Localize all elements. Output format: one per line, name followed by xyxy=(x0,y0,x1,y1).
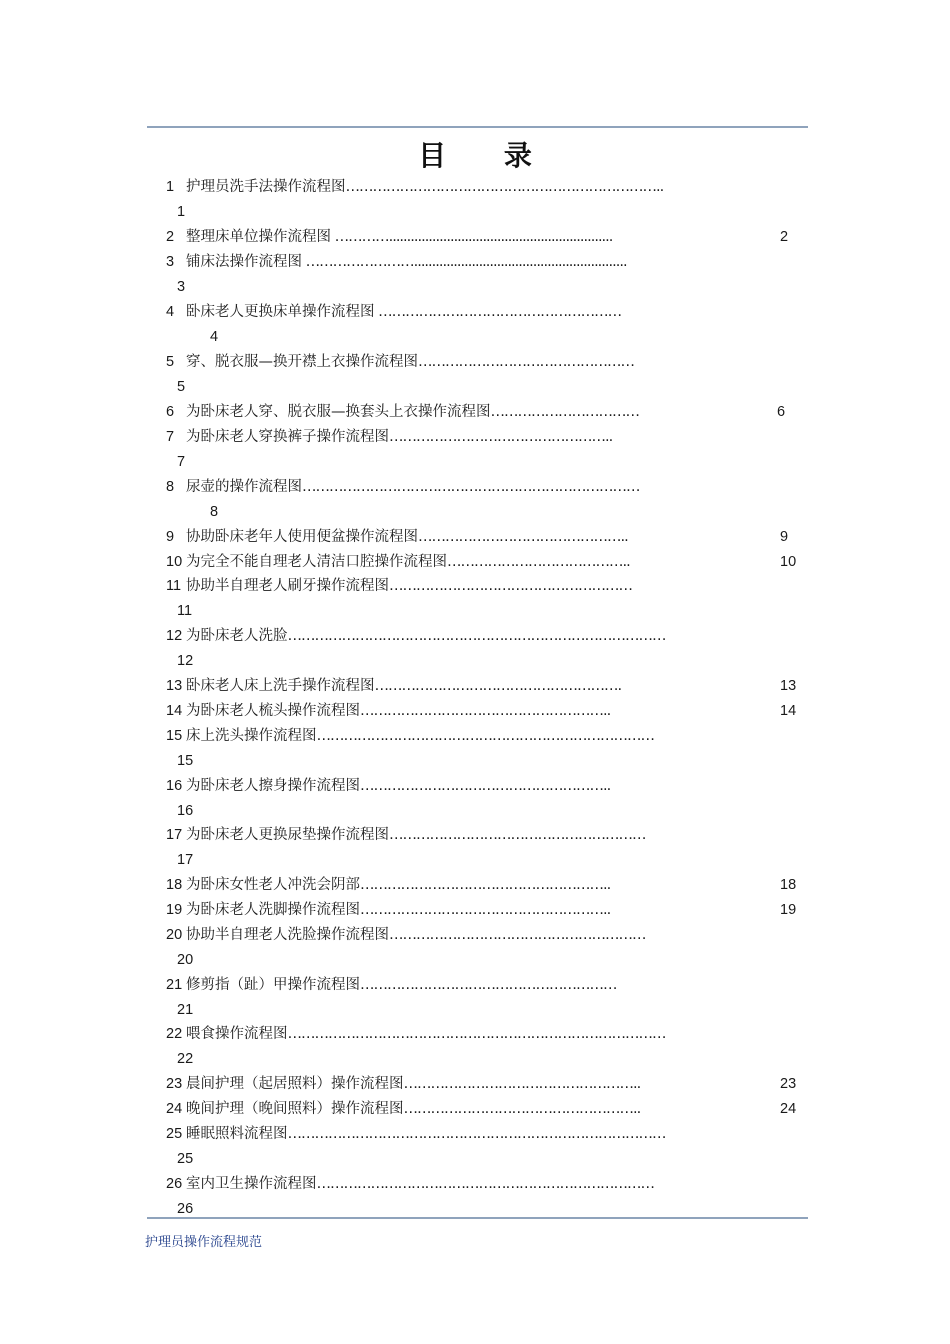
toc-entry-title: 为卧床老人穿换裤子操作流程图 xyxy=(186,429,389,445)
toc-entry xyxy=(166,427,612,447)
toc-entry-number: 2 xyxy=(166,229,175,245)
toc-entry-page: 5 xyxy=(177,379,186,395)
toc-entry-page: 17 xyxy=(177,852,194,868)
toc-entry-page: 23 xyxy=(780,1076,797,1092)
toc-entry xyxy=(166,1099,640,1119)
toc-entry xyxy=(166,701,610,721)
toc-entry-page: 18 xyxy=(780,877,797,893)
toc-entry-number: 1 xyxy=(166,179,175,195)
toc-entry-title: 为卧床老人擦身操作流程图 xyxy=(186,778,360,794)
toc-entry-number: 13 xyxy=(166,678,183,694)
toc-entry-page: 12 xyxy=(177,653,194,669)
toc-entry-leader: ………………………………………………………………… xyxy=(316,1176,654,1192)
toc-entry-number: 21 xyxy=(166,977,183,993)
toc-entry-number: 16 xyxy=(166,778,183,794)
toc-entry xyxy=(166,925,646,945)
toc-entry-page: 2 xyxy=(780,229,789,245)
toc-entry-leader: ………………………………………… xyxy=(418,354,634,370)
toc-entry-page: 4 xyxy=(210,329,219,345)
toc-entry-page: 25 xyxy=(177,1151,194,1167)
toc-entry-title: 为卧床老人洗脚操作流程图 xyxy=(186,902,360,918)
toc-entry-page: 6 xyxy=(777,404,786,420)
toc-entry-page: 24 xyxy=(780,1101,797,1117)
toc-entry-number: 12 xyxy=(166,628,183,644)
toc-entry-leader: ………………………………………………… xyxy=(389,827,646,843)
toc-entry-leader: ………….............................................................. xyxy=(331,229,613,245)
toc-entry-title: 室内卫生操作流程图 xyxy=(186,1176,317,1192)
toc-entry-page: 20 xyxy=(177,952,194,968)
footer-rule xyxy=(147,1217,808,1219)
toc-entry-leader: …………………………………………………………….. xyxy=(345,179,664,195)
toc-entry-leader: ………………………………………………. xyxy=(374,678,622,694)
toc-entry xyxy=(166,975,617,995)
toc-entry-title: 护理员洗手法操作流程图 xyxy=(186,179,346,195)
toc-entry-page: 13 xyxy=(780,678,797,694)
toc-entry-title: 穿、脱衣服—换开襟上衣操作流程图 xyxy=(186,354,418,370)
toc-entry-title: 为完全不能自理老人清洁口腔操作流程图 xyxy=(186,554,447,570)
toc-entry-leader: …………………………………………….. xyxy=(403,1076,641,1092)
toc-entry xyxy=(166,576,632,596)
toc-entry-leader: ……………………………………………….. xyxy=(360,877,611,893)
toc-entry-title: 晨间护理（起居照料）操作流程图 xyxy=(186,1076,404,1092)
toc-entry-number: 10 xyxy=(166,554,183,570)
toc-entry-page: 8 xyxy=(210,504,219,520)
toc-entry-page: 16 xyxy=(177,803,194,819)
toc-entry xyxy=(166,900,610,920)
toc-entry-page: 21 xyxy=(177,1002,194,1018)
toc-entry xyxy=(166,402,639,422)
toc-entry-leader: ……………………………………………… xyxy=(389,578,632,594)
toc-entry-title: 卧床老人床上洗手操作流程图 xyxy=(186,678,375,694)
toc-entry-title: 为卧床老人穿、脱衣服—换套头上衣操作流程图 xyxy=(186,404,491,420)
toc-entry-leader: ………………………………………………… xyxy=(360,977,617,993)
toc-entry-title: 为卧床老人更换尿垫操作流程图 xyxy=(186,827,389,843)
toc-entry-title: 协助卧床老年人使用便盆操作流程图 xyxy=(186,529,418,545)
toc-entry-leader: ………………………………………………… xyxy=(389,927,646,943)
toc-entry-title: 为卧床老人梳头操作流程图 xyxy=(186,703,360,719)
toc-entry-title: 整理床单位操作流程图 xyxy=(186,229,331,245)
toc-entry-title: 喂食操作流程图 xyxy=(186,1026,288,1042)
toc-entry xyxy=(166,177,663,197)
toc-entry-number: 26 xyxy=(166,1176,183,1192)
toc-entry-leader: ………………………………………………………………………… xyxy=(287,1126,666,1142)
toc-entry xyxy=(166,1174,654,1194)
toc-entry-title: 协助半自理老人洗脸操作流程图 xyxy=(186,927,389,943)
toc-entry-title: 铺床法操作流程图 xyxy=(186,254,302,270)
toc-entry xyxy=(166,676,621,696)
toc-entry-leader: ……………………………………………… xyxy=(374,304,622,320)
toc-entry-page: 14 xyxy=(780,703,797,719)
toc-entry xyxy=(166,227,612,247)
toc-entry-number: 14 xyxy=(166,703,183,719)
toc-entry xyxy=(166,875,610,895)
toc-entry-leader: ……………………………………………….. xyxy=(360,778,611,794)
toc-entry-number: 7 xyxy=(166,429,175,445)
toc-entry-leader: …………………………… xyxy=(490,404,639,420)
toc-entry-number: 11 xyxy=(166,578,182,594)
toc-entry-leader: ……………………........................................................... xyxy=(302,254,627,270)
toc-entry xyxy=(166,1074,640,1094)
toc-entry-leader: ………………………………………….. xyxy=(389,429,613,445)
toc-entry-leader: ………………………………………………………………………… xyxy=(287,628,666,644)
toc-entry xyxy=(166,1124,666,1144)
toc-entry-leader: …………………………………………….. xyxy=(403,1101,641,1117)
toc-entry-leader: ……………………………………….. xyxy=(418,529,628,545)
toc-entry-number: 19 xyxy=(166,902,183,918)
toc-entry xyxy=(166,1024,666,1044)
toc-entry-title: 睡眠照料流程图 xyxy=(186,1126,288,1142)
toc-entry-number: 23 xyxy=(166,1076,183,1092)
footer-text: 护理员操作流程规范 xyxy=(145,1235,263,1250)
toc-entry xyxy=(166,776,610,796)
toc-entry-page: 7 xyxy=(177,454,186,470)
toc-entry-number: 22 xyxy=(166,1026,183,1042)
toc-entry xyxy=(166,626,666,646)
toc-entry-page: 15 xyxy=(177,753,194,769)
toc-entry xyxy=(166,352,634,372)
toc-entry xyxy=(166,527,628,547)
toc-entry-title: 为卧床老人洗脸 xyxy=(186,628,288,644)
toc-entry-title: 床上洗头操作流程图 xyxy=(186,728,317,744)
toc-entry-number: 5 xyxy=(166,354,175,370)
toc-entry xyxy=(166,726,654,746)
toc-entry-title: 协助半自理老人刷牙操作流程图 xyxy=(186,578,389,594)
toc-entry-number: 9 xyxy=(166,529,175,545)
toc-entry xyxy=(166,552,630,572)
toc-entry-leader: ………………………………………………………………… xyxy=(302,479,640,495)
toc-entry-number: 6 xyxy=(166,404,175,420)
toc-entry-page: 9 xyxy=(780,529,789,545)
toc-entry-title: 修剪指（趾）甲操作流程图 xyxy=(186,977,360,993)
toc-entry-number: 24 xyxy=(166,1101,183,1117)
toc-entry-number: 3 xyxy=(166,254,175,270)
toc-entry-page: 3 xyxy=(177,279,186,295)
toc-entry-number: 20 xyxy=(166,927,183,943)
toc-entry-title: 尿壶的操作流程图 xyxy=(186,479,302,495)
toc-entry xyxy=(166,477,640,497)
toc-entry-title: 晚间护理（晚间照料）操作流程图 xyxy=(186,1101,404,1117)
toc-entry-number: 8 xyxy=(166,479,175,495)
toc-entry-page: 10 xyxy=(780,554,797,570)
toc-entry-title: 为卧床女性老人冲洗会阴部 xyxy=(186,877,360,893)
toc-entry-leader: ………………………………………………………………… xyxy=(316,728,654,744)
toc-entry-page: 1 xyxy=(177,204,186,220)
toc-entry-title: 卧床老人更换床单操作流程图 xyxy=(186,304,375,320)
toc-entry-page: 11 xyxy=(177,603,193,619)
toc-entry-number: 17 xyxy=(166,827,183,843)
toc-entry-leader: ………………………………….. xyxy=(447,554,630,570)
toc-entry-page: 19 xyxy=(780,902,797,918)
toc-entry-page: 26 xyxy=(177,1201,194,1217)
toc-entry-number: 15 xyxy=(166,728,183,744)
toc-entry-leader: ……………………………………………….. xyxy=(360,902,611,918)
toc-entry xyxy=(166,252,627,272)
toc-entry xyxy=(166,825,646,845)
toc-entry xyxy=(166,302,621,322)
toc-entry-number: 18 xyxy=(166,877,183,893)
page-title: 目 录 xyxy=(418,139,556,172)
toc-entry-number: 4 xyxy=(166,304,175,320)
header-rule xyxy=(147,126,808,128)
toc-entry-number: 25 xyxy=(166,1126,183,1142)
toc-entry-leader: ……………………………………………….. xyxy=(360,703,611,719)
toc-entry-page: 22 xyxy=(177,1051,194,1067)
toc-entry-leader: ………………………………………………………………………… xyxy=(287,1026,666,1042)
